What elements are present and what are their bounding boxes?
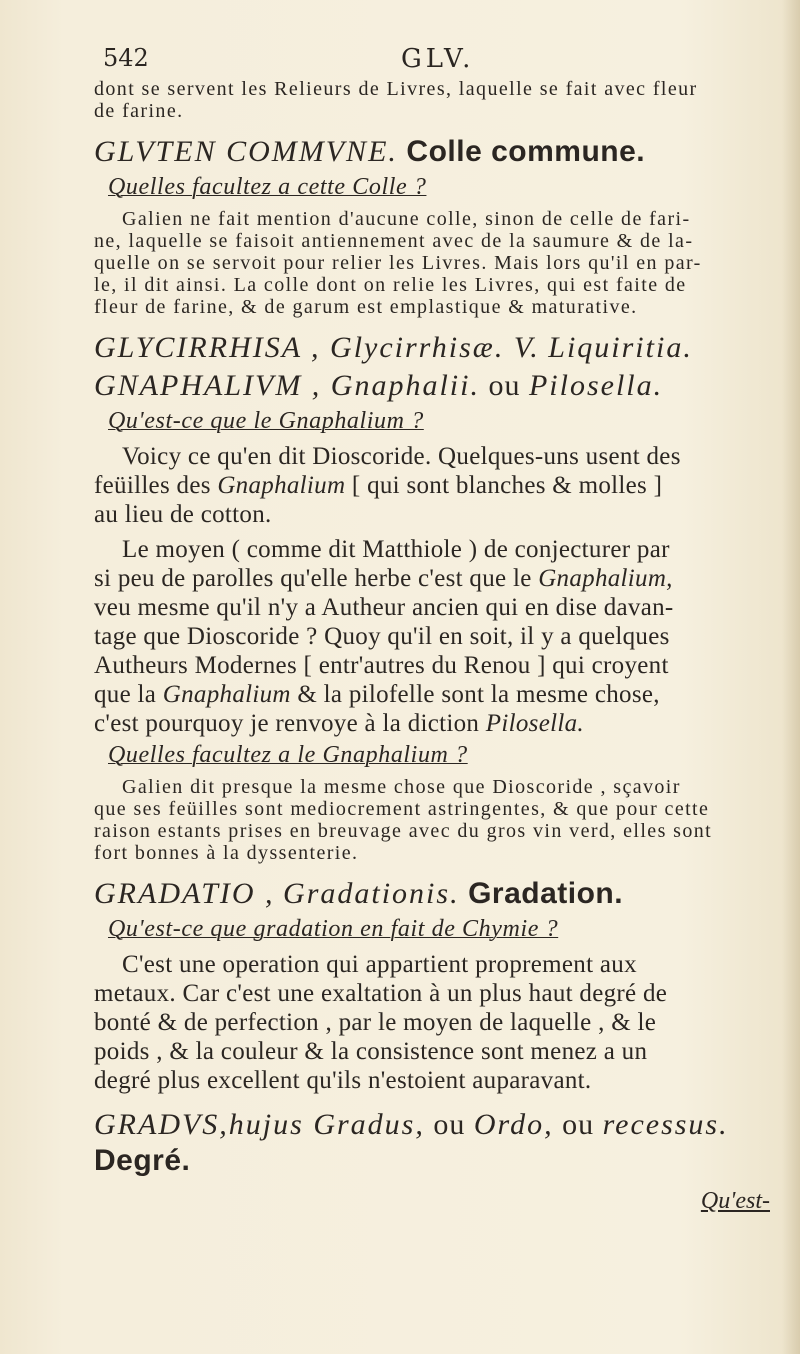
text-line: au lieu de cotton. [94,501,272,528]
entry-alt: Ordo, [473,1108,554,1141]
entry-latin: GNAPHALIVM , Gnaphalii. [94,369,480,402]
text-line: poids , & la couleur & la consistence sont menez a un [94,1038,648,1065]
page-number: 542 [103,44,149,72]
question-heading: Qu'est-ce que le Gnaphalium ? [108,408,424,434]
question-heading: Qu'est-ce que gradation en fait de Chymie ? [108,916,559,942]
text-line: que ses feüilles sont mediocrement astringentes, & que pour cette [94,798,710,820]
text-line: dont se servent les Relieurs de Livres, laquelle se fait avec fleur [94,78,698,100]
entry-connector: ou [488,369,521,402]
question-heading: Quelles facultez a le Gnaphalium ? [108,742,468,768]
entry-glycirrhisa [94,330,784,366]
page-header [103,44,703,80]
entry-connector: ou [433,1108,466,1141]
catchword: Qu'est- [700,1188,770,1214]
text-line: fort bonnes à la dyssenterie. [94,842,359,864]
entry-connector: ou [562,1108,595,1141]
text-line: quelle on se servoit pour relier les Livres. Mais lors qu'il en par- [94,252,702,274]
text-line: Galien ne fait mention d'aucune colle, sinon de celle de fari- [122,208,691,230]
entry-crossref: Pilosella. [528,369,664,402]
entry-crossref: Liquiritia. [548,331,693,364]
entry-latin: GLVTEN COMMVNE. [94,135,398,168]
text-line: ne, laquelle se faisoit antiennement avec de la saumure & de la- [94,230,694,252]
catchword-row [94,1181,784,1215]
text-line: le, il dit ainsi. La colle dont on relie les Livres, qui est faite de [94,274,687,296]
text-line: C'est une operation qui appartient proprement aux [122,951,637,978]
entry-french: Colle commune. [406,135,646,168]
text-line: si peu de parolles qu'elle herbe c'est que le Gnaphalium, [94,565,673,592]
text-line: de farine. [94,100,184,122]
text-line: tage que Dioscoride ? Quoy qu'il en soit, il y a quelques [94,623,670,650]
entry-french: Degré. [94,1144,191,1177]
entry-french: Gradation. [468,877,624,910]
text-line: degré plus excellent qu'ils n'estoient auparavant. [94,1067,592,1094]
entry-alt: recessus. [602,1108,729,1141]
text-line: Voicy ce qu'en dit Dioscoride. Quelques-uns usent des [122,443,681,470]
entry-gradatio [94,876,784,912]
question-heading: Quelles facultez a cette Colle ? [108,174,427,200]
text-line: veu mesme qu'il n'y a Autheur ancien qui en dise davan- [94,594,674,621]
text-line: raison estants prises en breuvage avec du gros vin verd, elles sont [94,820,713,842]
text-line: c'est pourquoy je renvoye à la diction Pilosella. [94,710,584,737]
entry-gradus [94,1107,784,1179]
text-line: feüilles des Gnaphalium [ qui sont blanches & molles ] [94,472,663,499]
text-line: Autheurs Modernes [ entr'autres du Renou ] qui croyent [94,652,669,679]
entry-latin: GRADVS,hujus Gradus, [94,1108,425,1141]
text-line: Galien dit presque la mesme chose que Dioscoride , sçavoir [122,776,681,798]
entry-latin: GLYCIRRHISA , Glycirrhisæ. V. [94,331,540,364]
entry-gnaphalium [94,368,784,404]
entry-latin: GRADATIO , [94,877,275,910]
text-line: que la Gnaphalium & la pilofelle sont la mesme chose, [94,681,660,708]
text-line: metaux. Car c'est une exaltation à un plus haut degré de [94,980,668,1007]
text-line: Le moyen ( comme dit Matthiole ) de conjecturer par [122,536,670,563]
text-line: fleur de farine, & de garum est emplastique & maturative. [94,296,638,318]
entry-gluten [94,134,784,170]
running-head: GLV. [401,44,475,74]
text-line: bonté & de perfection , par le moyen de laquelle , & le [94,1009,657,1036]
page-body [94,78,784,1215]
page-edge-shadow [782,0,800,1354]
entry-genitive: Gradationis. [283,877,460,910]
